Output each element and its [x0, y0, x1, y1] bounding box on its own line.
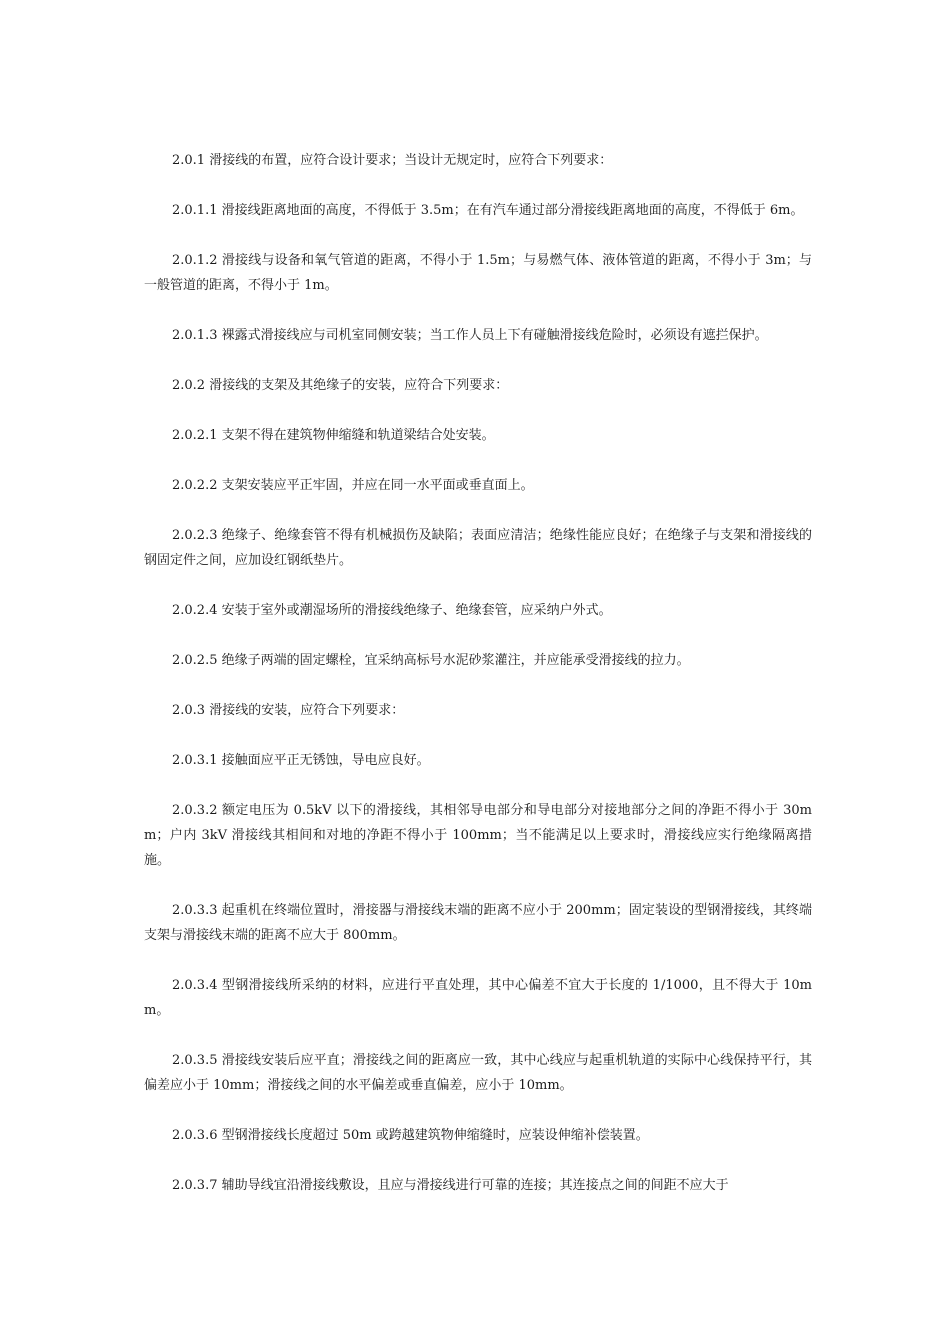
- paragraph-2-0-2-5: 2.0.2.5 绝缘子两端的固定螺栓，宜采纳高标号水泥砂浆灌注，并应能承受滑接线的拉力。: [172, 653, 690, 668]
- document-body: [144, 148, 812, 1223]
- paragraph-2-0-3: 2.0.3 滑接线的安装，应符合下列要求：: [172, 703, 405, 718]
- paragraph-2-0-3-4: 2.0.3.4 型钢滑接线所采纳的材料，应进行平直处理，其中心偏差不宜大于长度的 1/1000，且不得大于 10mm。: [144, 978, 812, 1018]
- paragraph-2-0-2-2: 2.0.2.2 支架安装应平正牢固，并应在同一水平面或垂直面上。: [172, 478, 534, 493]
- paragraph-2-0-2-1: 2.0.2.1 支架不得在建筑物伸缩缝和轨道梁结合处安装。: [172, 428, 495, 443]
- paragraph-2-0-1-1: 2.0.1.1 滑接线距离地面的高度，不得低于 3.5m；在有汽车通过部分滑接线距离地面的高度，不得低于 6m。: [172, 203, 804, 218]
- paragraph-2-0-1-2: 2.0.1.2 滑接线与设备和氧气管道的距离，不得小于 1.5m；与易燃气体、液体管道的距离，不得小于 3m；与一般管道的距离，不得小于 1m。: [144, 253, 812, 293]
- paragraph-2-0-3-1: 2.0.3.1 接触面应平正无锈蚀，导电应良好。: [172, 753, 430, 768]
- paragraph-2-0-3-7: 2.0.3.7 辅助导线宜沿滑接线敷设，且应与滑接线进行可靠的连接；其连接点之间的间距不应大于: [172, 1178, 729, 1193]
- paragraph-2-0-1: 2.0.1 滑接线的布置，应符合设计要求；当设计无规定时，应符合下列要求：: [172, 153, 613, 168]
- paragraph-2-0-2-4: 2.0.2.4 安装于室外或潮湿场所的滑接线绝缘子、绝缘套管，应采纳户外式。: [172, 603, 612, 618]
- paragraph-2-0-3-5: 2.0.3.5 滑接线安装后应平直；滑接线之间的距离应一致，其中心线应与起重机轨道的实际中心线保持平行，其偏差应小于 10mm；滑接线之间的水平偏差或垂直偏差，应小于 10mm。: [144, 1053, 812, 1093]
- paragraph-2-0-3-2: 2.0.3.2 额定电压为 0.5kV 以下的滑接线，其相邻导电部分和导电部分对接地部分之间的净距不得小于 30mm；户内 3kV 滑接线其相间和对地的净距不得小于 100mm；当不能满足以上要求时，滑接线应实行绝缘隔离措施。: [144, 803, 812, 868]
- paragraph-2-0-2-3: 2.0.2.3 绝缘子、绝缘套管不得有机械损伤及缺陷；表面应清洁；绝缘性能应良好；在绝缘子与支架和滑接线的钢固定件之间，应加设红钢纸垫片。: [144, 528, 812, 568]
- paragraph-2-0-3-3: 2.0.3.3 起重机在终端位置时，滑接器与滑接线末端的距离不应小于 200mm；固定装设的型钢滑接线，其终端支架与滑接线末端的距离不应大于 800mm。: [144, 903, 812, 943]
- paragraph-2-0-2: 2.0.2 滑接线的支架及其绝缘子的安装，应符合下列要求：: [172, 378, 509, 393]
- paragraph-2-0-3-6: 2.0.3.6 型钢滑接线长度超过 50m 或跨越建筑物伸缩缝时，应装设伸缩补偿装置。: [172, 1128, 649, 1143]
- paragraph-2-0-1-3: 2.0.1.3 裸露式滑接线应与司机室同侧安装；当工作人员上下有碰触滑接线危险时，必须设有遮拦保护。: [172, 328, 768, 343]
